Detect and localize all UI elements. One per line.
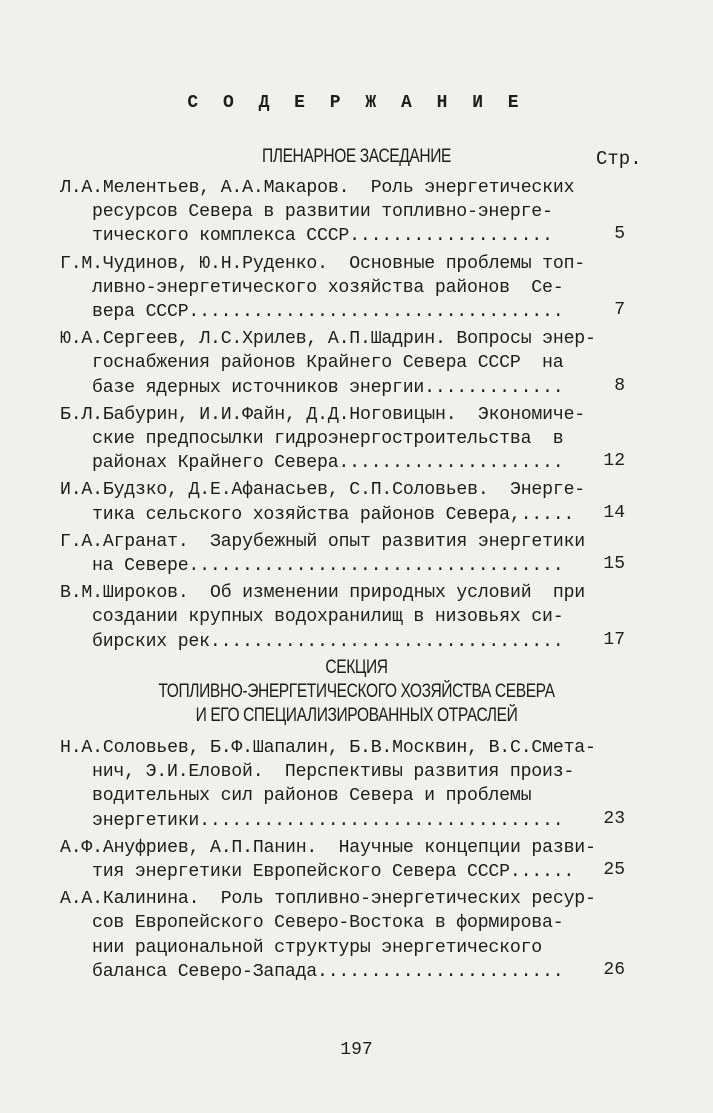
toc-entry-line: на Севере................................... bbox=[92, 556, 564, 576]
toc-page-number: 26 bbox=[603, 959, 625, 980]
page-number: 197 bbox=[340, 1040, 373, 1060]
toc-entry-line: Г.А.Агранат. Зарубежный опыт развития энергетики bbox=[60, 531, 585, 552]
toc-entry-line: вера СССР................................... bbox=[92, 302, 564, 322]
toc-entry-line: А.А.Калинина. Роль топливно-энергетических ресур- bbox=[60, 889, 596, 910]
toc-entry-line: ские предпосылки гидроэнергостроительства в bbox=[92, 429, 564, 449]
toc-entry-line: ливно-энергетического хозяйства районов Се- bbox=[92, 277, 564, 298]
toc-entry-line: Л.А.Мелентьев, А.А.Макаров. Роль энергетических bbox=[60, 178, 575, 198]
toc-entry-line: сов Европейского Северо-Востока в формирова- bbox=[92, 913, 564, 934]
toc-page-number: 25 bbox=[603, 860, 625, 880]
section2-heading-line1: СЕКЦИЯ bbox=[325, 657, 388, 678]
toc-entry-line: В.М.Широков. Об изменении природных условий при bbox=[60, 583, 585, 604]
toc-entry-line: ресурсов Севера в развитии топливно-энерге- bbox=[92, 202, 553, 223]
toc-entry-line: районах Крайнего Севера..................... bbox=[92, 453, 564, 474]
toc-entry-line: энергетики.................................. bbox=[92, 810, 564, 831]
toc-entry-line: госнабжения районов Крайнего Севера СССР на bbox=[92, 353, 564, 374]
section2-heading-line3: И ЕГО СПЕЦИАЛИЗИРОВАННЫХ ОТРАСЛЕЙ bbox=[195, 705, 518, 726]
toc-entry-line: водительных сил районов Севера и проблемы bbox=[92, 786, 532, 807]
toc-entry-line: тического комплекса СССР................... bbox=[92, 226, 553, 247]
toc-entry-line: Б.Л.Бабурин, И.И.Файн, Д.Д.Ноговицын. Экономиче- bbox=[60, 404, 585, 425]
toc-page-number: 5 bbox=[614, 224, 625, 245]
page-title: С О Д Е Р Ж А Н И Е bbox=[187, 93, 526, 113]
toc-entry-line: Ю.А.Сергеев, Л.С.Хрилев, А.П.Шадрин. Вопросы энер- bbox=[60, 329, 596, 350]
toc-entry-line: А.Ф.Ануфриев, А.П.Панин. Научные концепции разви- bbox=[60, 837, 596, 858]
toc-entry-line: тика сельского хозяйства районов Севера,..... bbox=[92, 504, 575, 525]
section2-heading-line2: ТОПЛИВНО-ЭНЕРГЕТИЧЕСКОГО ХОЗЯЙСТВА СЕВЕРА bbox=[158, 681, 555, 702]
toc-page-number: 8 bbox=[614, 375, 625, 396]
toc-entry-line: баланса Северо-Запада....................... bbox=[92, 961, 564, 982]
toc-page-number: 7 bbox=[614, 300, 625, 320]
toc-entry-line: базе ядерных источников энергии............. bbox=[92, 377, 564, 398]
toc-page-number: 15 bbox=[603, 554, 625, 574]
page-column-label: Стр. bbox=[596, 148, 642, 170]
toc-entry-line: нич, Э.И.Еловой. Перспективы развития произ- bbox=[92, 762, 575, 783]
toc-entry-line: создании крупных водохранилищ в низовьях си- bbox=[92, 607, 564, 628]
toc-page-number: 12 bbox=[603, 451, 625, 472]
toc-entry-line: Г.М.Чудинов, Ю.Н.Руденко. Основные проблемы топ- bbox=[60, 253, 585, 274]
toc-entry-line: Н.А.Соловьев, Б.Ф.Шапалин, Б.В.Москвин, В.С.Смета- bbox=[60, 738, 596, 758]
toc-entry-line: бирских рек................................. bbox=[92, 631, 564, 652]
section1-heading: ПЛЕНАРНОЕ ЗАСЕДАНИЕ bbox=[261, 146, 452, 167]
toc-entry-line: нии рациональной структуры энергетического bbox=[92, 937, 542, 958]
toc-page-number: 17 bbox=[603, 629, 625, 650]
toc-page-number: 14 bbox=[603, 502, 625, 523]
toc-entry-line: И.А.Будзко, Д.Е.Афанасьев, С.П.Соловьев. Энерге- bbox=[60, 480, 585, 501]
toc-page-number: 23 bbox=[603, 808, 625, 829]
toc-entry-line: тия энергетики Европейского Севера СССР...... bbox=[92, 862, 575, 882]
